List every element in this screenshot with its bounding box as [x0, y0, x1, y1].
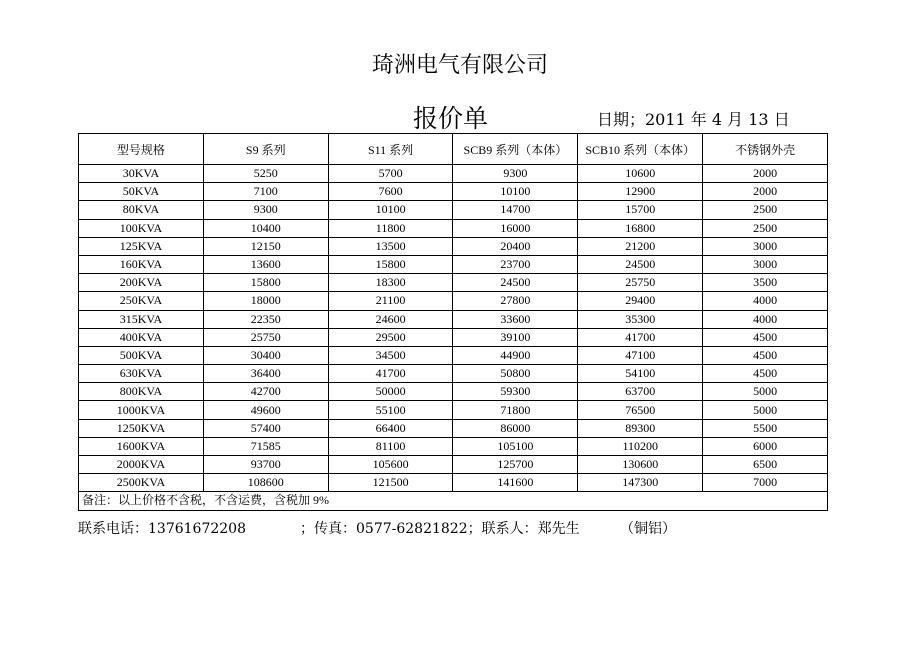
table-cell: 7100 — [203, 183, 328, 201]
table-cell: 630KVA — [79, 365, 204, 383]
table-cell: 80KVA — [79, 201, 204, 219]
table-cell: 13500 — [328, 237, 453, 255]
note-row — [79, 492, 828, 510]
table-cell: 29400 — [578, 292, 703, 310]
table-cell: 2000 — [703, 165, 828, 183]
table-cell: 22350 — [203, 310, 328, 328]
table-cell: 10600 — [578, 165, 703, 183]
table-cell: 15700 — [578, 201, 703, 219]
table-row — [79, 346, 828, 364]
table-cell: 2500KVA — [79, 474, 204, 492]
table-cell: 3000 — [703, 255, 828, 273]
table-cell: 105600 — [328, 456, 453, 474]
column-header: SCB10 系列（本体） — [578, 134, 703, 165]
table-cell: 125KVA — [79, 237, 204, 255]
table-cell: 44900 — [453, 346, 578, 364]
table-cell: 59300 — [453, 383, 578, 401]
table-row — [79, 292, 828, 310]
table-row — [79, 419, 828, 437]
table-cell: 3500 — [703, 274, 828, 292]
table-row — [79, 274, 828, 292]
table-cell: 5000 — [703, 401, 828, 419]
table-cell: 14700 — [453, 201, 578, 219]
table-row — [79, 310, 828, 328]
table-cell: 30400 — [203, 346, 328, 364]
table-cell: 23700 — [453, 255, 578, 273]
table-cell: 55100 — [328, 401, 453, 419]
table-row — [79, 474, 828, 492]
table-cell: 29500 — [328, 328, 453, 346]
note: 备注：以上价格不含税，不含运费，含税加 9% — [79, 492, 828, 510]
table-cell: 1000KVA — [79, 401, 204, 419]
table-cell: 66400 — [328, 419, 453, 437]
table-cell: 36400 — [203, 365, 328, 383]
table-cell: 5500 — [703, 419, 828, 437]
table-cell: 20400 — [453, 237, 578, 255]
contact-phone: 联系电话：13761672208 — [78, 521, 246, 537]
table-cell: 4000 — [703, 292, 828, 310]
table-cell: 12150 — [203, 237, 328, 255]
table-row — [79, 437, 828, 455]
table-row — [79, 237, 828, 255]
table-cell: 9300 — [203, 201, 328, 219]
table-cell: 9300 — [453, 165, 578, 183]
table-cell: 71800 — [453, 401, 578, 419]
table-cell: 47100 — [578, 346, 703, 364]
document-title: 报价单 — [413, 104, 489, 133]
table-cell: 11800 — [328, 219, 453, 237]
table-cell: 30KVA — [79, 165, 204, 183]
table-row — [79, 401, 828, 419]
table-cell: 13600 — [203, 255, 328, 273]
table-cell: 24500 — [578, 255, 703, 273]
table-cell: 15800 — [328, 255, 453, 273]
table-cell: 33600 — [453, 310, 578, 328]
table-cell: 2500 — [703, 201, 828, 219]
table-cell: 41700 — [578, 328, 703, 346]
table-cell: 27800 — [453, 292, 578, 310]
table-cell: 54100 — [578, 365, 703, 383]
table-cell: 93700 — [203, 456, 328, 474]
table-cell: 25750 — [578, 274, 703, 292]
table-cell: 2000 — [703, 183, 828, 201]
table-cell: 125700 — [453, 456, 578, 474]
table-row — [79, 165, 828, 183]
table-cell: 4500 — [703, 365, 828, 383]
table-cell: 35300 — [578, 310, 703, 328]
table-cell: 49600 — [203, 401, 328, 419]
table-cell: 141600 — [453, 474, 578, 492]
table-cell: 50000 — [328, 383, 453, 401]
table-row — [79, 328, 828, 346]
table-cell: 3000 — [703, 237, 828, 255]
column-header: 型号规格 — [79, 134, 204, 165]
column-header: S9 系列 — [203, 134, 328, 165]
table-cell: 10100 — [453, 183, 578, 201]
table-cell: 7600 — [328, 183, 453, 201]
table-cell: 6000 — [703, 437, 828, 455]
table-row — [79, 255, 828, 273]
table-cell: 4500 — [703, 346, 828, 364]
table-cell: 24600 — [328, 310, 453, 328]
table-cell: 50KVA — [79, 183, 204, 201]
table-cell: 4500 — [703, 328, 828, 346]
table-cell: 15800 — [203, 274, 328, 292]
column-header: 不锈钢外壳 — [703, 134, 828, 165]
table-cell: 147300 — [578, 474, 703, 492]
table-cell: 16800 — [578, 219, 703, 237]
table-cell: 34500 — [328, 346, 453, 364]
table-cell: 81100 — [328, 437, 453, 455]
table-cell: 110200 — [578, 437, 703, 455]
table-cell: 105100 — [453, 437, 578, 455]
table-cell: 1250KVA — [79, 419, 204, 437]
table-cell: 500KVA — [79, 346, 204, 364]
table-cell: 41700 — [328, 365, 453, 383]
table-cell: 57400 — [203, 419, 328, 437]
table-cell: 86000 — [453, 419, 578, 437]
table-cell: 121500 — [328, 474, 453, 492]
table-cell: 7000 — [703, 474, 828, 492]
table-cell: 2000KVA — [79, 456, 204, 474]
table-cell: 39100 — [453, 328, 578, 346]
contact-fax-person: ；传真：0577-62821822；联系人：郑先生 — [300, 521, 580, 537]
table-cell: 71585 — [203, 437, 328, 455]
table-cell: 10400 — [203, 219, 328, 237]
table-cell: 100KVA — [79, 219, 204, 237]
table-cell: 89300 — [578, 419, 703, 437]
table-row — [79, 201, 828, 219]
table-cell: 160KVA — [79, 255, 204, 273]
table-cell: 200KVA — [79, 274, 204, 292]
table-row — [79, 219, 828, 237]
table-cell: 400KVA — [79, 328, 204, 346]
table-cell: 18000 — [203, 292, 328, 310]
column-header: S11 系列 — [328, 134, 453, 165]
table-cell: 5700 — [328, 165, 453, 183]
table-cell: 6500 — [703, 456, 828, 474]
table-cell: 250KVA — [79, 292, 204, 310]
table-cell: 21100 — [328, 292, 453, 310]
table-cell: 5000 — [703, 383, 828, 401]
table-cell: 800KVA — [79, 383, 204, 401]
header-row — [79, 134, 828, 165]
table-cell: 76500 — [578, 401, 703, 419]
table-cell: 24500 — [453, 274, 578, 292]
table-cell: 108600 — [203, 474, 328, 492]
table-cell: 10100 — [328, 201, 453, 219]
table-cell: 63700 — [578, 383, 703, 401]
table-row — [79, 365, 828, 383]
table-cell: 130600 — [578, 456, 703, 474]
table-row — [79, 456, 828, 474]
table-cell: 50800 — [453, 365, 578, 383]
table-cell: 5250 — [203, 165, 328, 183]
table-cell: 4000 — [703, 310, 828, 328]
table-cell: 2500 — [703, 219, 828, 237]
material-note: （铜铝） — [620, 521, 676, 537]
table-cell: 42700 — [203, 383, 328, 401]
column-header: SCB9 系列（本体） — [453, 134, 578, 165]
table-cell: 16000 — [453, 219, 578, 237]
company-name: 琦洲电气有限公司 — [371, 53, 548, 78]
table-cell: 18300 — [328, 274, 453, 292]
table-row — [79, 183, 828, 201]
table-cell: 12900 — [578, 183, 703, 201]
table-cell: 315KVA — [79, 310, 204, 328]
price-table — [78, 133, 828, 511]
table-cell: 1600KVA — [79, 437, 204, 455]
table-row — [79, 383, 828, 401]
table-cell: 21200 — [578, 237, 703, 255]
table-cell: 25750 — [203, 328, 328, 346]
date: 日期；2011 年 4 月 13 日 — [597, 110, 790, 129]
